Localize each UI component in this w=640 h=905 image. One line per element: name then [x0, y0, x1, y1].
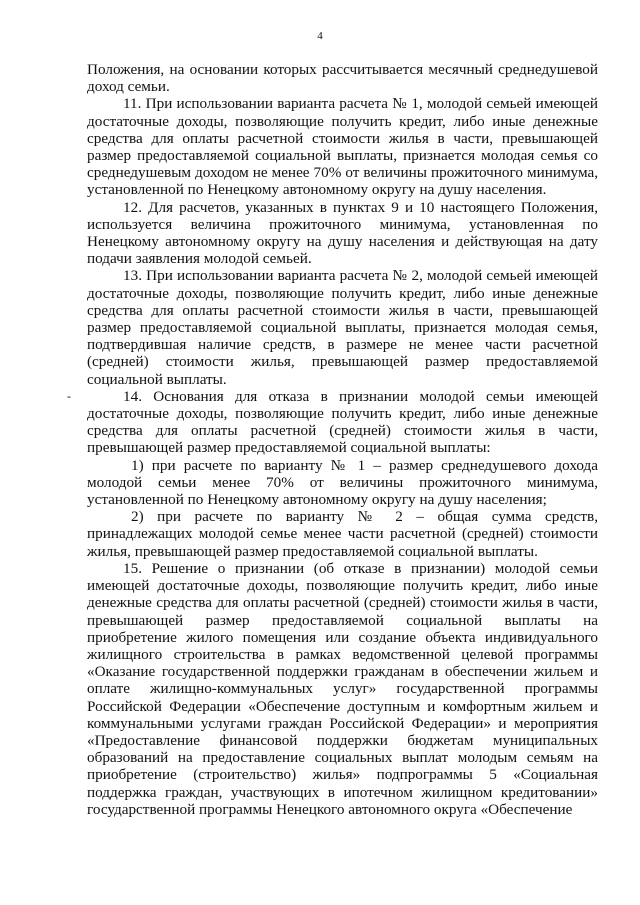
margin-mark: - — [67, 388, 71, 403]
paragraph-continuation: Положения, на основании которых рассчитывается месячный среднедушевой доход семьи. — [87, 61, 598, 96]
paragraph-13: 13. При использовании варианта расчета № 2, молодой семьей имеющей достаточные доходы, позволяющие получить кредит, либо иные денежные средства для оплаты расчетной стоимости жилья в части, превышающей размер предоставляемой социальной выплаты, признается молодая семья, подтвердившая наличие средств, в размере не менее части расчетной (средней) стоимости жилья, превышающей размер предоставляемой социальной выплаты. — [87, 267, 598, 388]
paragraph-14: 14. Основания для отказа в признании молодой семьи имеющей достаточные доходы, позволяющие получить кредит, либо иные денежные средства для оплаты расчетной (средней) стоимости жилья в части, превышающей размер предоставляемой социальной выплаты: — [87, 387, 598, 457]
paragraph-11: 11. При использовании варианта расчета № 1, молодой семьей имеющей достаточные доходы, позволяющие получить кредит, либо иные денежные средства для оплаты расчетной стоимости жилья в части, превышающей размер предоставляемой социальной выплаты, признается молодая семья со среднедушевым доходом не менее 70% от величины прожиточного минимума, установленной по Ненецкому автономному округу на душу населения. — [87, 95, 598, 199]
page-number: 4 — [317, 30, 323, 42]
paragraph-14-item-2: 2) при расчете по варианту № 2 – общая сумма средств, принадлежащих молодой семье менее части расчетной (средней) стоимости жилья, превышающей размер предоставляемой социальной выплаты. — [87, 508, 598, 560]
paragraph-12: 12. Для расчетов, указанных в пунктах 9 и 10 настоящего Положения, используется величина прожиточного минимума, установленная по Ненецкому автономному округу на душу населения и действующая на дату подачи заявления молодой семьей. — [87, 198, 598, 268]
paragraph-14-block — [67, 387, 598, 457]
paragraph-14-item-1: 1) при расчете по варианту № 1 – размер среднедушевого дохода молодой семьи менее 70% от величины прожиточного минимума, установленной по Ненецкому автономному округу на душу населения; — [87, 456, 598, 509]
document-body — [67, 61, 598, 818]
paragraph-15: 15. Решение о признании (об отказе в признании) молодой семьи имеющей достаточные доходы, позволяющие получить кредит, либо иные денежные средства для оплаты расчетной (средней) стоимости жилья в части, превышающей размер предоставляемой социальной выплаты на приобретение жилого помещения или создание объекта индивидуального жилищного строительства в рамках ведомственной целевой программы «Оказание государственной поддержки гражданам в обеспечении жильем и оплате жилищно-коммунальных услуг» государственной программы Российской Федерации «Обеспечение доступным и комфортным жильем и коммунальными услугами граждан Российской Федерации» и мероприятия «Предоставление финансовой поддержки бюджетам муниципальных образований на предоставление социальных выплат молодым семьям на приобретение (строительство) жилья» подпрограммы 5 «Социальная поддержка граждан, участвующих в ипотечном жилищном кредитовании» государственной программы Ненецкого автономного округа «Обеспечение — [87, 559, 598, 818]
